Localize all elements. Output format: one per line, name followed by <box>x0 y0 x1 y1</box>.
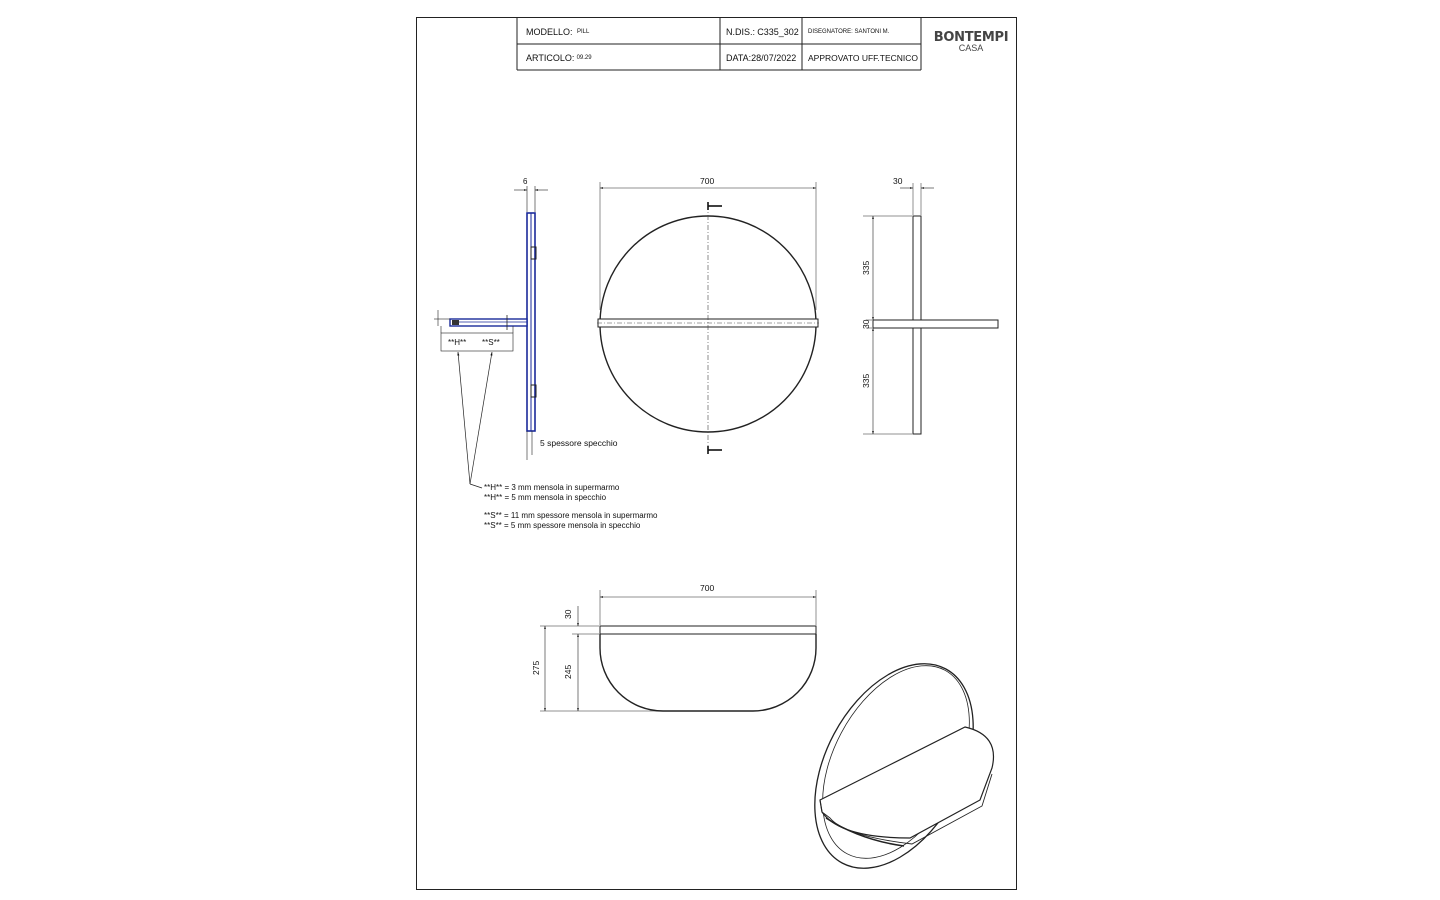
dim-right-shelf: 30 <box>861 319 871 329</box>
isometric-view <box>782 637 1005 895</box>
right-view <box>861 176 998 434</box>
s-mark-label: **S** <box>482 338 500 347</box>
disegnatore-cell: DISEGNATORE: SANTONI M. <box>808 28 890 35</box>
dim-right-upper: 335 <box>861 260 871 275</box>
articolo-value: 09.29 <box>576 54 592 61</box>
dim-bottom-total: 275 <box>531 660 541 675</box>
side-view <box>434 177 618 488</box>
dim-side-thickness: 6 <box>523 177 528 186</box>
articolo-label: ARTICOLO: <box>526 52 575 63</box>
plan-view <box>531 583 816 711</box>
modello-label: MODELLO: <box>526 26 573 37</box>
modello-value: PILL <box>576 28 590 35</box>
dim-right-lower: 335 <box>861 373 871 388</box>
note-h-supermarmo: **H** = 3 mm mensola in supermarmo <box>484 483 620 492</box>
ndis-label: N.DIS.: <box>726 26 756 37</box>
note-s-supermarmo: **S** = 11 mm spessore mensola in supermarmo <box>484 511 658 520</box>
ndis-value: C335_302 <box>757 26 799 37</box>
dim-bottom-width: 700 <box>700 583 715 593</box>
note-s-specchio: **S** = 5 mm spessore mensola in specchio <box>484 521 641 530</box>
front-view <box>597 176 819 454</box>
dim-front-width: 700 <box>700 176 715 186</box>
dim-bottom-depth: 245 <box>563 664 573 679</box>
data-value: 28/07/2022 <box>751 52 797 63</box>
dim-right-depth: 30 <box>893 176 903 186</box>
approvato-cell: APPROVATO UFF.TECNICO <box>808 52 919 63</box>
data-label: DATA: <box>726 52 752 63</box>
dim-bottom-shelf: 30 <box>563 609 573 619</box>
h-mark-label: **H** <box>448 338 467 347</box>
logo-sub: CASA <box>958 43 984 53</box>
notes-block <box>484 483 657 531</box>
logo-name: BONTEMPI <box>933 30 1009 45</box>
mirror-thickness-label: 5 spessore specchio <box>540 438 618 448</box>
note-h-specchio: **H** = 5 mm mensola in specchio <box>484 493 607 502</box>
